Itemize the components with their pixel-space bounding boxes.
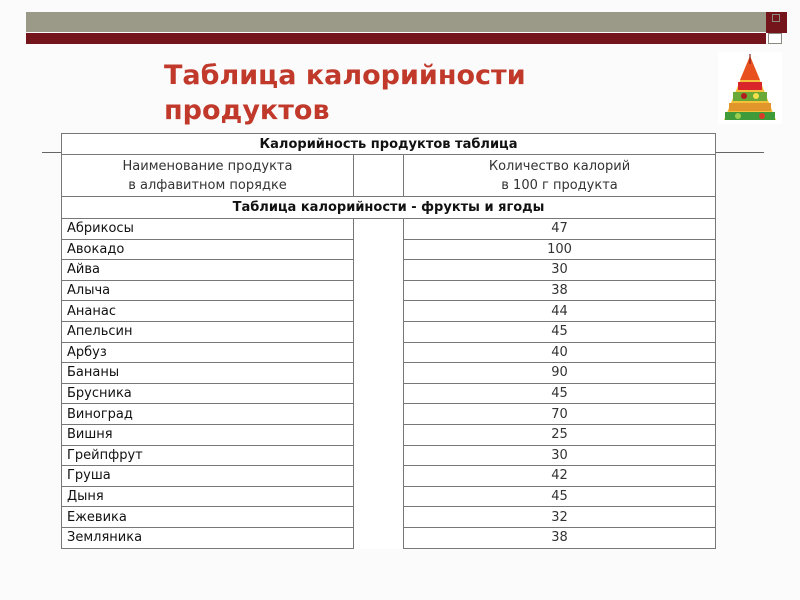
product-name-cell: Земляника [62, 527, 354, 548]
product-name-cell: Алыча [62, 280, 354, 301]
column-header-calories [404, 155, 716, 197]
product-name-cell: Апельсин [62, 321, 354, 342]
calories-cell: 45 [404, 321, 716, 342]
calories-cell: 38 [404, 280, 716, 301]
column-header-name-line2: в алфавитном порядке [128, 177, 287, 193]
calories-cell: 45 [404, 383, 716, 404]
product-name-cell: Виноград [62, 404, 354, 425]
column-header-name [62, 155, 354, 197]
calories-cell: 100 [404, 239, 716, 260]
table-row [62, 219, 716, 240]
table-caption: Калорийность продуктов таблица [62, 134, 716, 155]
product-name-cell: Брусника [62, 383, 354, 404]
calories-cell: 90 [404, 363, 716, 384]
calorie-table [61, 133, 716, 549]
column-header-calories-line2: в 100 г продукта [501, 177, 618, 193]
product-name-cell: Ананас [62, 301, 354, 322]
product-name-cell: Груша [62, 466, 354, 487]
product-name-cell: Дыня [62, 486, 354, 507]
product-name-cell: Айва [62, 260, 354, 281]
product-name-cell: Вишня [62, 424, 354, 445]
slide-title-line1: Таблица калорийности [164, 60, 526, 91]
column-header-calories-line1: Количество калорий [488, 158, 631, 174]
calories-cell: 44 [404, 301, 716, 322]
corner-square-outline [768, 33, 782, 44]
slide-title-line2: продуктов [164, 95, 330, 126]
calories-cell: 30 [404, 260, 716, 281]
calories-cell: 40 [404, 342, 716, 363]
table-section-row [62, 197, 716, 219]
corner-square-outline-small [772, 14, 780, 22]
product-name-cell: Грейпфрут [62, 445, 354, 466]
slide-title [164, 58, 584, 128]
calories-cell: 25 [404, 424, 716, 445]
product-name-cell: Арбуз [62, 342, 354, 363]
calories-cell: 38 [404, 527, 716, 548]
food-pyramid-icon [718, 52, 782, 124]
header-accent-bar [26, 33, 766, 44]
spacer-cell [354, 219, 404, 549]
calories-cell: 70 [404, 404, 716, 425]
calories-cell: 32 [404, 507, 716, 528]
product-name-cell: Абрикосы [62, 219, 354, 240]
column-header-name-line1: Наименование продукта [122, 158, 293, 174]
table-header-row [62, 155, 716, 197]
product-name-cell: Ежевика [62, 507, 354, 528]
product-name-cell: Авокадо [62, 239, 354, 260]
table-section-title: Таблица калорийности - фрукты и ягоды [62, 197, 716, 219]
product-name-cell: Бананы [62, 363, 354, 384]
calories-cell: 30 [404, 445, 716, 466]
table-caption-row [62, 134, 716, 155]
calories-cell: 42 [404, 466, 716, 487]
calories-cell: 45 [404, 486, 716, 507]
header-bar [26, 12, 766, 32]
column-header-gap [354, 155, 404, 197]
calories-cell: 47 [404, 219, 716, 240]
